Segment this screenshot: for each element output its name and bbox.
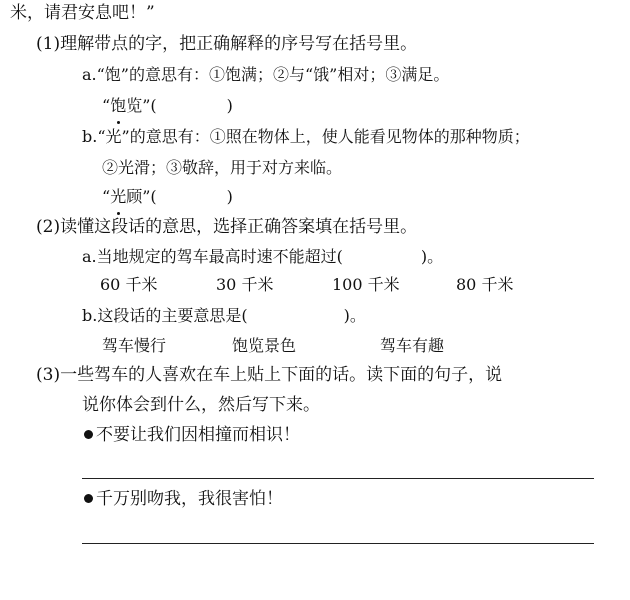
q3-sentence-2-text: 千万别吻我，我很害怕！ (96, 489, 283, 509)
q3-sentence-2 (84, 488, 283, 510)
q1-a-word (102, 95, 233, 117)
q1-b-dotted-char: 光 (110, 186, 126, 208)
emphasis-dot (117, 121, 120, 124)
q2-b-option: 驾车慢行 (102, 336, 167, 355)
q2-stem: (2)读懂这段话的意思，选择正确答案填在括号里。 (36, 217, 418, 237)
answer-line-1[interactable] (82, 478, 594, 479)
emphasis-dot (117, 212, 120, 215)
q1-b-word-rest: 顾”( (126, 187, 157, 206)
q2-a-option: 60 千米 (100, 275, 158, 294)
q2-b-close: )。 (343, 306, 366, 325)
q2-a-option: 80 千米 (456, 275, 514, 294)
q2-b-option: 饱览景色 (232, 336, 297, 355)
continued-text: 米，请君安息吧！” (10, 3, 155, 23)
q1-stem: (1)理解带点的字，把正确解释的序号写在括号里。 (36, 34, 418, 54)
q1-b-close: ) (226, 187, 233, 206)
answer-line-2[interactable] (82, 543, 594, 544)
bullet-icon (84, 430, 93, 439)
bullet-icon (84, 494, 93, 503)
q2-a-option: 30 千米 (216, 275, 274, 294)
q1-b-definitions-1: b.“光”的意思有：①照在物体上，使人能看见物体的那种物质； (82, 127, 530, 146)
q1-a-close: ) (226, 96, 233, 115)
q2-b-question (82, 305, 366, 327)
q2-a-option: 100 千米 (332, 275, 400, 294)
q2-b-text: b.这段话的主要意思是( (82, 306, 248, 325)
q1-a-definitions: a.“饱”的意思有：①饱满；②与“饿”相对；③满足。 (82, 65, 450, 84)
q1-a-word-rest: 览”( (126, 96, 157, 115)
q2-a-question (82, 246, 443, 268)
q3-stem-1: (3)一些驾车的人喜欢在车上贴上下面的话。读下面的句子，说 (36, 365, 503, 385)
q1-b-word (102, 186, 233, 208)
q2-a-text: a.当地规定的驾车最高时速不能超过( (82, 247, 343, 266)
q3-sentence-1 (84, 424, 300, 446)
q1-b-word-open: “ (102, 187, 111, 206)
q3-sentence-1-text: 不要让我们因相撞而相识！ (96, 425, 300, 445)
q2-b-option: 驾车有趣 (380, 336, 445, 355)
q2-a-close: )。 (420, 247, 444, 266)
q1-a-word-open: “ (102, 96, 111, 115)
q3-stem-2: 说你体会到什么，然后写下来。 (82, 395, 320, 415)
q1-b-definitions-2: ②光滑；③敬辞，用于对方来临。 (102, 158, 343, 177)
q1-a-dotted-char: 饱 (110, 95, 126, 117)
